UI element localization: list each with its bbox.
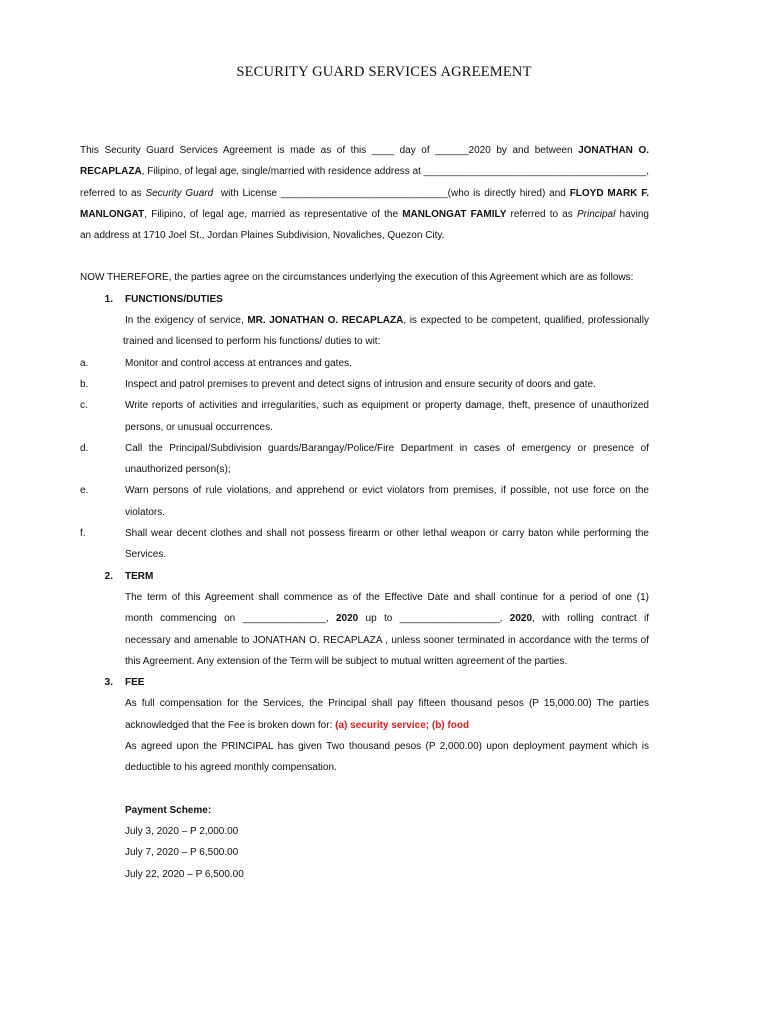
item-text: Warn persons of rule violations, and apprehend or evict violators from premises, if possible, not use force on the violators. xyxy=(125,485,649,518)
now-therefore: NOW THEREFORE, the parties agree on the circumstances underlying the execution of this Agreement which are as follows: xyxy=(80,272,634,284)
item-text: Inspect and patrol premises to prevent and detect signs of intrusion and ensure security of doors and gate. xyxy=(125,378,596,390)
payment-item: July 7, 2020 – P 6,500.00 xyxy=(125,847,239,859)
scheme-label: Payment Scheme: xyxy=(125,804,212,816)
section-heading: TERM xyxy=(125,570,154,582)
duty-item xyxy=(80,353,649,374)
item-marker: a. xyxy=(80,357,89,369)
item-marker: e. xyxy=(80,485,89,497)
duty-item xyxy=(80,374,649,395)
intro-line-1 xyxy=(80,140,649,161)
duty-item xyxy=(80,438,649,481)
fee-breakdown: (a) security service; (b) food xyxy=(335,719,470,731)
payment-scheme-label xyxy=(80,800,649,821)
para-text: , with rolling contract if xyxy=(532,613,649,625)
para-text: up to __________________, xyxy=(365,613,503,625)
payment-item: July 3, 2020 – P 2,000.00 xyxy=(125,825,239,837)
intro-line-3 xyxy=(80,183,649,204)
item-text: Write reports of activities and irregularities, such as equipment or property damage, theft, presence of unauthorized persons, or unusual occurrences. xyxy=(125,400,649,433)
s2-line-1: The term of this Agreement shall commence as of the Effective Date and shall continue for a period of one (1) xyxy=(125,591,649,603)
s2-line-4: this Agreement. Any extension of the Term will be subject to mutual written agreement of the parties. xyxy=(125,655,568,667)
intro-text: with License ______________________________(who is directly hired) and xyxy=(220,187,566,199)
s3-line-3: As agreed upon the PRINCIPAL has given Two thousand pesos (P 2,000.00) upon deployment payment which is xyxy=(125,741,649,753)
s3-line-4: deductible to his agreed monthly compensation. xyxy=(125,762,337,774)
document-body xyxy=(80,140,649,885)
s2-line-3: necessary and amenable to JONATHAN O. RECAPLAZA , unless sooner terminated in accordance with the terms of xyxy=(125,634,649,646)
section-3-heading xyxy=(80,672,649,693)
duty-item xyxy=(80,523,649,566)
intro-text: This Security Guard Services Agreement is made as of this ____ day of ______2020 by and between xyxy=(80,145,573,156)
para-text: acknowledged that the Fee is broken down for: xyxy=(125,719,333,731)
intro-text: referred to as xyxy=(510,208,573,220)
intro-line-5: an address at 1710 Joel St., Jordan Plaines Subdivision, Novaliches, Quezon City. xyxy=(80,230,445,242)
item-marker: f. xyxy=(80,528,86,540)
intro-text: having xyxy=(619,208,649,220)
role-term: Principal xyxy=(576,208,616,220)
party-name: JONATHAN O. xyxy=(578,145,650,156)
family-name: MANLONGAT FAMILY xyxy=(402,208,507,220)
item-marker: d. xyxy=(80,442,89,454)
para-text: month commencing on _______________, xyxy=(125,613,329,625)
item-text: Shall wear decent clothes and shall not possess firearm or other lethal weapon or carry baton while performing the Services. xyxy=(125,528,649,561)
role-term: Security Guard xyxy=(145,187,214,199)
item-text: Monitor and control access at entrances and gates. xyxy=(125,357,352,369)
s3-line-1: As full compensation for the Services, the Principal shall pay fifteen thousand pesos (P 15,000.00) The parties xyxy=(125,698,649,710)
party-name: MR. JONATHAN O. RECAPLAZA xyxy=(247,315,404,327)
document-title: SECURITY GUARD SERVICES AGREEMENT xyxy=(236,64,532,80)
year: 2020 xyxy=(509,613,533,625)
para-text: , is expected to be competent, qualified, professionally xyxy=(403,315,649,327)
intro-text: , Filipino, of legal age, single/married with residence address at ________________________________________, xyxy=(141,166,649,178)
year: 2020 xyxy=(335,613,359,625)
s1-para-line-1 xyxy=(80,310,649,331)
duty-item xyxy=(80,395,649,438)
section-heading: FEE xyxy=(125,677,145,689)
section-1-heading xyxy=(80,289,649,310)
item-text: Call the Principal/Subdivision guards/Barangay/Police/Fire Department in cases of emergency or presence of unauthorized person(s); xyxy=(125,442,649,476)
intro-line-2 xyxy=(80,161,649,182)
section-number: 1. xyxy=(104,293,113,305)
item-marker: b. xyxy=(80,378,89,390)
payment-item: July 22, 2020 – P 6,500.00 xyxy=(125,868,244,880)
section-number: 3. xyxy=(104,677,113,689)
party-name: FLOYD MARK F. xyxy=(569,187,650,199)
s2-line-2 xyxy=(80,608,649,629)
para-text: In the exigency of service, xyxy=(125,315,244,327)
duty-item xyxy=(80,480,649,523)
s3-line-2 xyxy=(80,715,649,736)
party-name: RECAPLAZA xyxy=(80,166,142,178)
intro-line-4 xyxy=(80,204,649,225)
section-number: 2. xyxy=(104,570,113,582)
item-marker: c. xyxy=(80,400,88,412)
section-heading: FUNCTIONS/DUTIES xyxy=(125,293,223,305)
intro-text: referred to as xyxy=(80,187,142,199)
s1-para-line-2: trained and licensed to perform his functions/ duties to wit: xyxy=(123,336,381,348)
party-name: MANLONGAT xyxy=(80,208,145,220)
intro-text: , Filipino, of legal age, married as representative of the xyxy=(144,208,399,220)
section-2-heading xyxy=(80,566,649,587)
